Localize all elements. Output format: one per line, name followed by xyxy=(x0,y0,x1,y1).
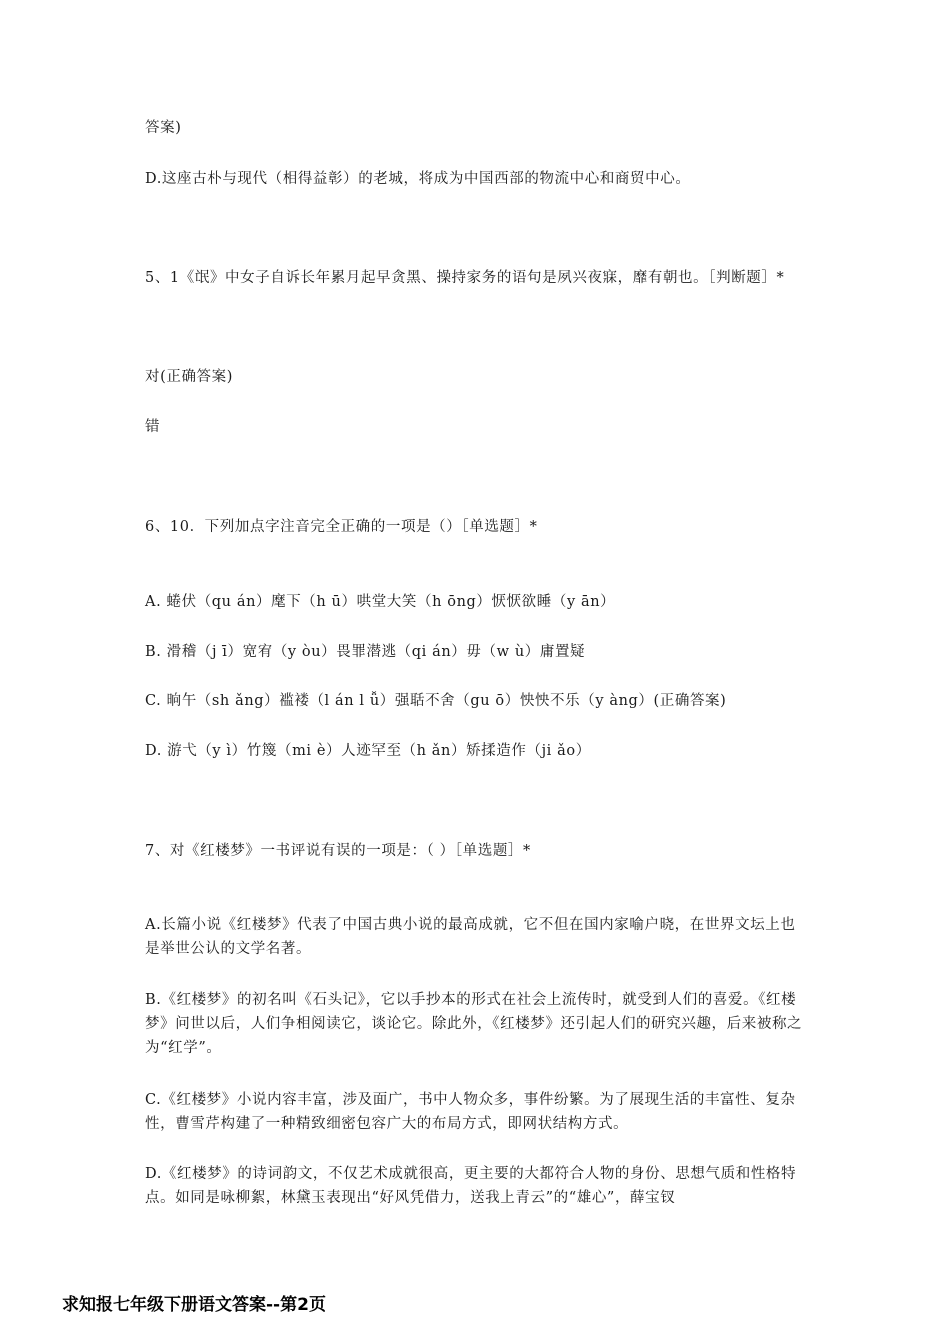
q6-option-d[interactable]: D. 游弋（y ì）竹篾（mi è）人迹罕至（h ǎn）矫揉造作（ji ǎo） xyxy=(145,743,591,759)
q6-option-a[interactable]: A. 蜷伏（qu án）麾下（h ū）哄堂大笑（h ōng）恹恹欲睡（y ān） xyxy=(145,594,616,610)
q7-option-c[interactable]: C.《红楼梦》小说内容丰富，涉及面广，书中人物众多，事件纷繁。为了展现生活的丰富性、复杂性，曹雪芹构建了一种精致细密包容广大的布局方式，即网状结构方式。 xyxy=(145,1092,796,1132)
question-6: 6、10．下列加点字注音完全正确的一项是（）［单选题］* xyxy=(145,519,538,535)
q5-option-true[interactable]: 对(正确答案) xyxy=(145,369,234,385)
page-footer: 求知报七年级下册语文答案--第2页 xyxy=(62,1295,326,1315)
q5-option-false[interactable]: 错 xyxy=(145,419,161,435)
question-5: 5、1《氓》中女子自诉长年累月起早贪黑、操持家务的语句是夙兴夜寐，靡有朝也。［判断题］* xyxy=(145,270,785,286)
question-7: 7、对《红楼梦》一书评说有误的一项是：（ ）［单选题］* xyxy=(145,843,531,859)
q7-option-a[interactable]: A.长篇小说《红楼梦》代表了中国古典小说的最高成就，它不但在国内家喻户晓，在世界文坛上也是举世公认的文学名著。 xyxy=(145,917,796,957)
option-d-text: D.这座古朴与现代（相得益彰）的老城，将成为中国西部的物流中心和商贸中心。 xyxy=(145,171,691,187)
q7-option-d[interactable]: D.《红楼梦》的诗词韵文，不仅艺术成就很高，更主要的大都符合人物的身份、思想气质和性格特点。如同是咏柳絮，林黛玉表现出“好风凭借力，送我上青云”的“雄心”，薛宝钗 xyxy=(145,1166,797,1206)
q6-option-c[interactable]: C. 晌午（sh ǎng）褴褛（l án l ǚ）强聒不舍（gu ō）怏怏不乐（y àng）(正确答案) xyxy=(145,693,727,709)
q7-option-b[interactable]: B.《红楼梦》的初名叫《石头记》，它以手抄本的形式在社会上流传时，就受到人们的喜爱。《红楼梦》问世以后，人们争相阅读它，谈论它。除此外，《红楼梦》还引起人们的研究兴趣，后来被称之为“红学”。 xyxy=(145,992,803,1056)
answer-carryover: 答案) xyxy=(145,120,182,136)
q6-option-b[interactable]: B. 滑稽（j ī）宽宥（y òu）畏罪潜逃（qi án）毋（w ù）庸置疑 xyxy=(145,644,586,660)
